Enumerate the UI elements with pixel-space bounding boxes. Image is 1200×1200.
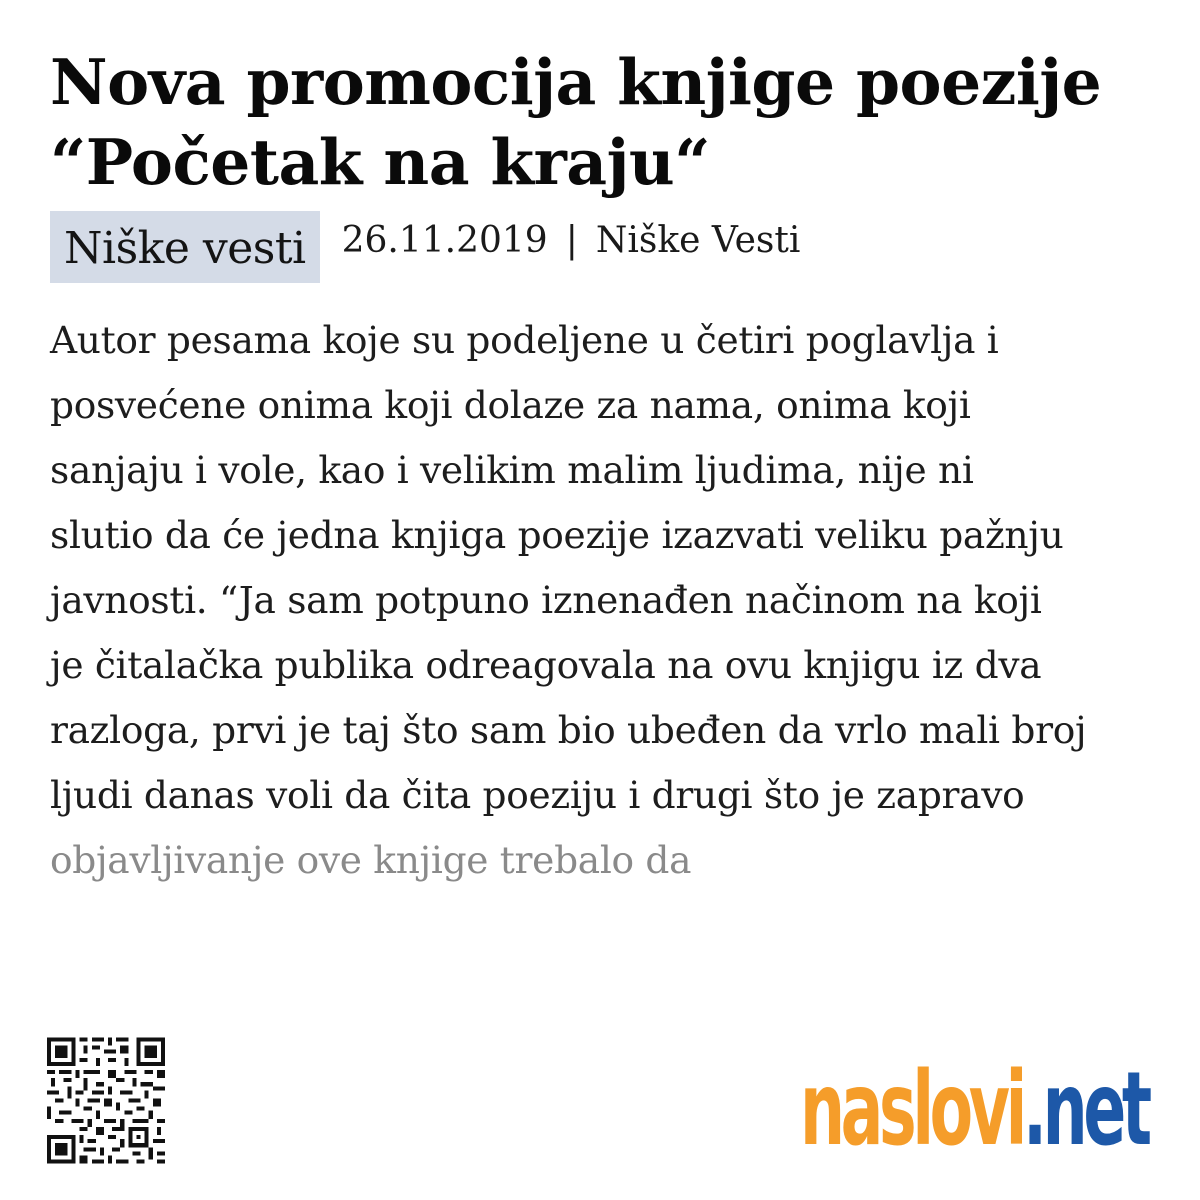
logo-text-naslovi: naslovi	[800, 1050, 1023, 1169]
category-badge[interactable]: Niške vesti	[50, 211, 320, 283]
body-line-faded: objavljivanje ove knjige trebalo da	[50, 838, 692, 882]
qr-code-icon[interactable]	[47, 1037, 165, 1164]
publish-date: 26.11.2019	[341, 219, 548, 261]
body-line: javnosti. “Ja sam potpuno iznenađen načinom na koji	[50, 578, 1042, 622]
title-line-2: “Početak na kraju“	[50, 125, 710, 199]
meta-info	[342, 220, 801, 261]
body-line: razloga, prvi je taj što sam bio ubeđen da vrlo mali broj	[50, 708, 1087, 752]
source-name: Niške Vesti	[595, 219, 801, 261]
body-line: posvećene onima koji dolaze za nama, onima koji	[50, 383, 971, 427]
logo-text-net: .net	[1022, 1050, 1148, 1169]
body-line: ljudi danas voli da čita poeziju i drugi što je zapravo	[50, 773, 1025, 817]
article-meta	[50, 211, 800, 283]
body-line: slutio da će jedna knjiga poezije izazvati veliku pažnju	[50, 513, 1064, 557]
meta-separator: |	[565, 219, 578, 261]
body-line: sanjaju i vole, kao i velikim malim ljudima, nije ni	[50, 448, 974, 492]
body-line: je čitalačka publika odreagovala na ovu knjigu iz dva	[50, 643, 1042, 687]
article-body	[50, 308, 1160, 893]
body-line: Autor pesama koje su podeljene u četiri poglavlja i	[50, 318, 999, 362]
title-line-1: Nova promocija knjige poezije	[50, 45, 1102, 119]
naslovi-net-logo[interactable]	[800, 1050, 1148, 1169]
article-title	[50, 42, 1150, 202]
